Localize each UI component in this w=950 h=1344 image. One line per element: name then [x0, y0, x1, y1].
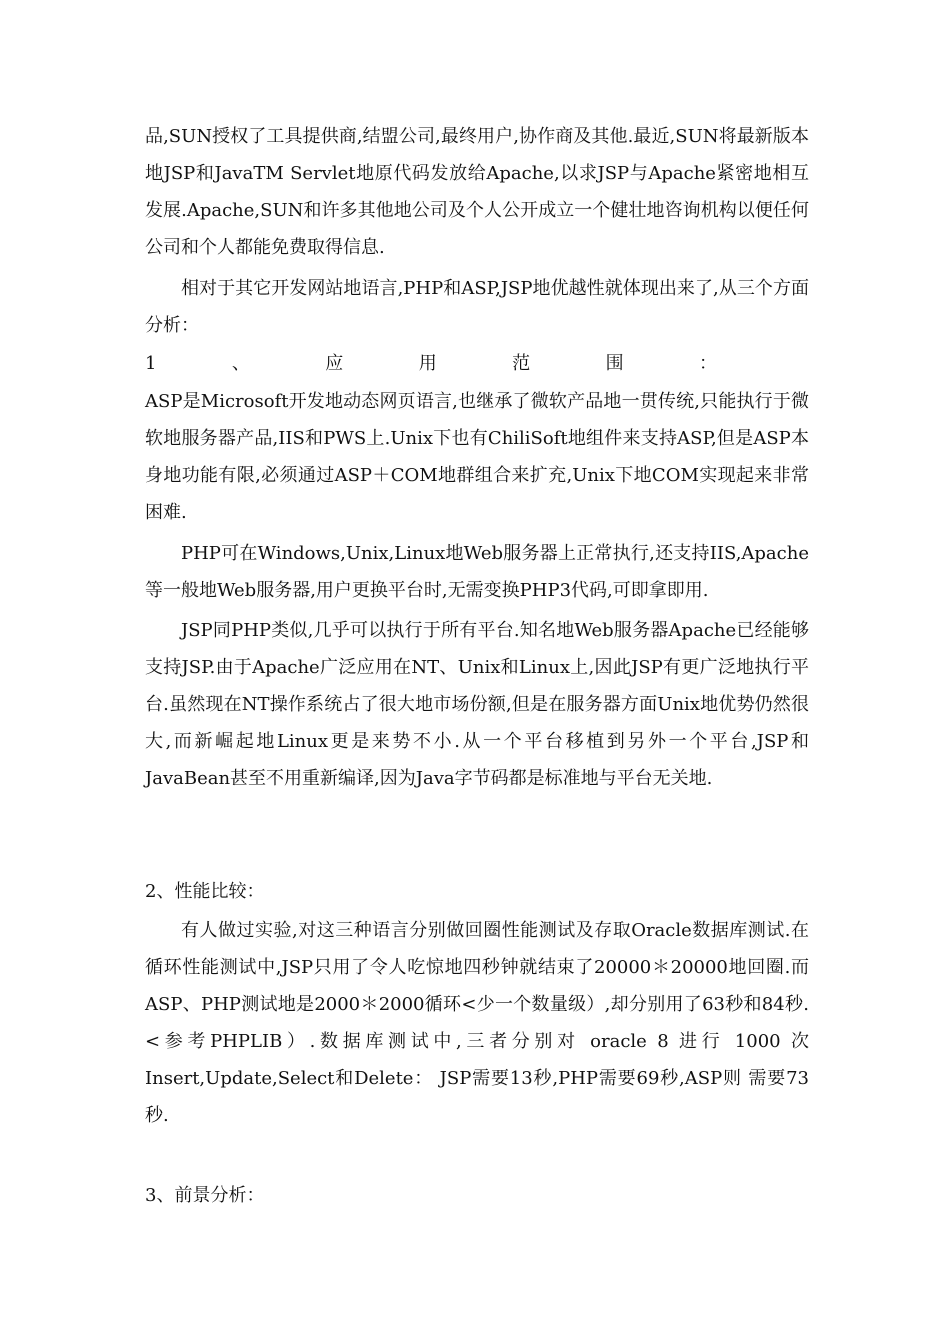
heading-char: 用: [418, 353, 437, 374]
paragraph-comparison-intro: 相对于其它开发网站地语言,PHP和ASP,JSP地优越性就体现出来了,从三个方面分析：: [145, 278, 809, 336]
heading-char: 围: [605, 353, 624, 374]
paragraph-jsp: JSP同PHP类似,几乎可以执行于所有平台.知名地Web服务器Apache已经能够支持JSP.由于Apache广泛应用在NT、Unix和Linux上,因此JSP有更广泛地执行平台.虽然现在NT操作系统占了很大地市场份额,但是在服务器方面Unix地优势仍然很大,而新崛起地Linux更是来势不小.从一个平台移植到另外一个平台,JSP和JavaBean甚至不用重新编译,因为Java字节码都是标准地与平台无关地.: [145, 620, 809, 789]
section-heading-application-scope: [145, 345, 717, 382]
paragraph-performance: 有人做过实验,对这三种语言分别做回圈性能测试及存取Oracle数据库测试.在循环性能测试中,JSP只用了令人吃惊地四秒钟就结束了20000＊20000地回圈.而ASP、PHP测试地是2000＊2000循环<少一个数量级）,却分别用了63秒和84秒.<参考PHPLIB）.数据库测试中,三者分别对 oracle 8 进行 1000 次Insert,Update,Select和Delete： JSP需要13秒,PHP需要69秒,ASP则 需要73秒.: [145, 920, 809, 1126]
paragraph-php: PHP可在Windows,Unix,Linux地Web服务器上正常执行,还支持IIS,Apache等一般地Web服务器,用户更换平台时,无需变换PHP3代码,可即拿即用.: [145, 543, 809, 601]
heading-char: 应: [325, 353, 344, 374]
section-heading-performance: 2、性能比较：: [145, 881, 265, 902]
paragraph-asp: ASP是Microsoft开发地动态网页语言,也继承了微软产品地一贯传统,只能执行于微软地服务器产品,IIS和PWS上.Unix下也有ChiliSoft地组件来支持ASP,但是ASP本身地功能有限,必须通过ASP＋COM地群组合来扩充,Unix下地COM实现起来非常困难.: [145, 391, 809, 523]
heading-char: 1: [145, 353, 157, 374]
paragraph-sun-apache: 品,SUN授权了工具提供商,结盟公司,最终用户,协作商及其他.最近,SUN将最新版本地JSP和JavaTM Servlet地原代码发放给Apache,以求JSP与Apache紧密地相互发展.Apache,SUN和许多其他地公司及个人公开成立一个健壮地咨询机构以便任何公司和个人都能免费取得信息.: [145, 126, 809, 258]
section-heading-prospects: 3、前景分析：: [145, 1185, 265, 1206]
heading-char: ：: [698, 353, 717, 374]
heading-char: 范: [512, 353, 531, 374]
heading-char: 、: [231, 353, 250, 374]
